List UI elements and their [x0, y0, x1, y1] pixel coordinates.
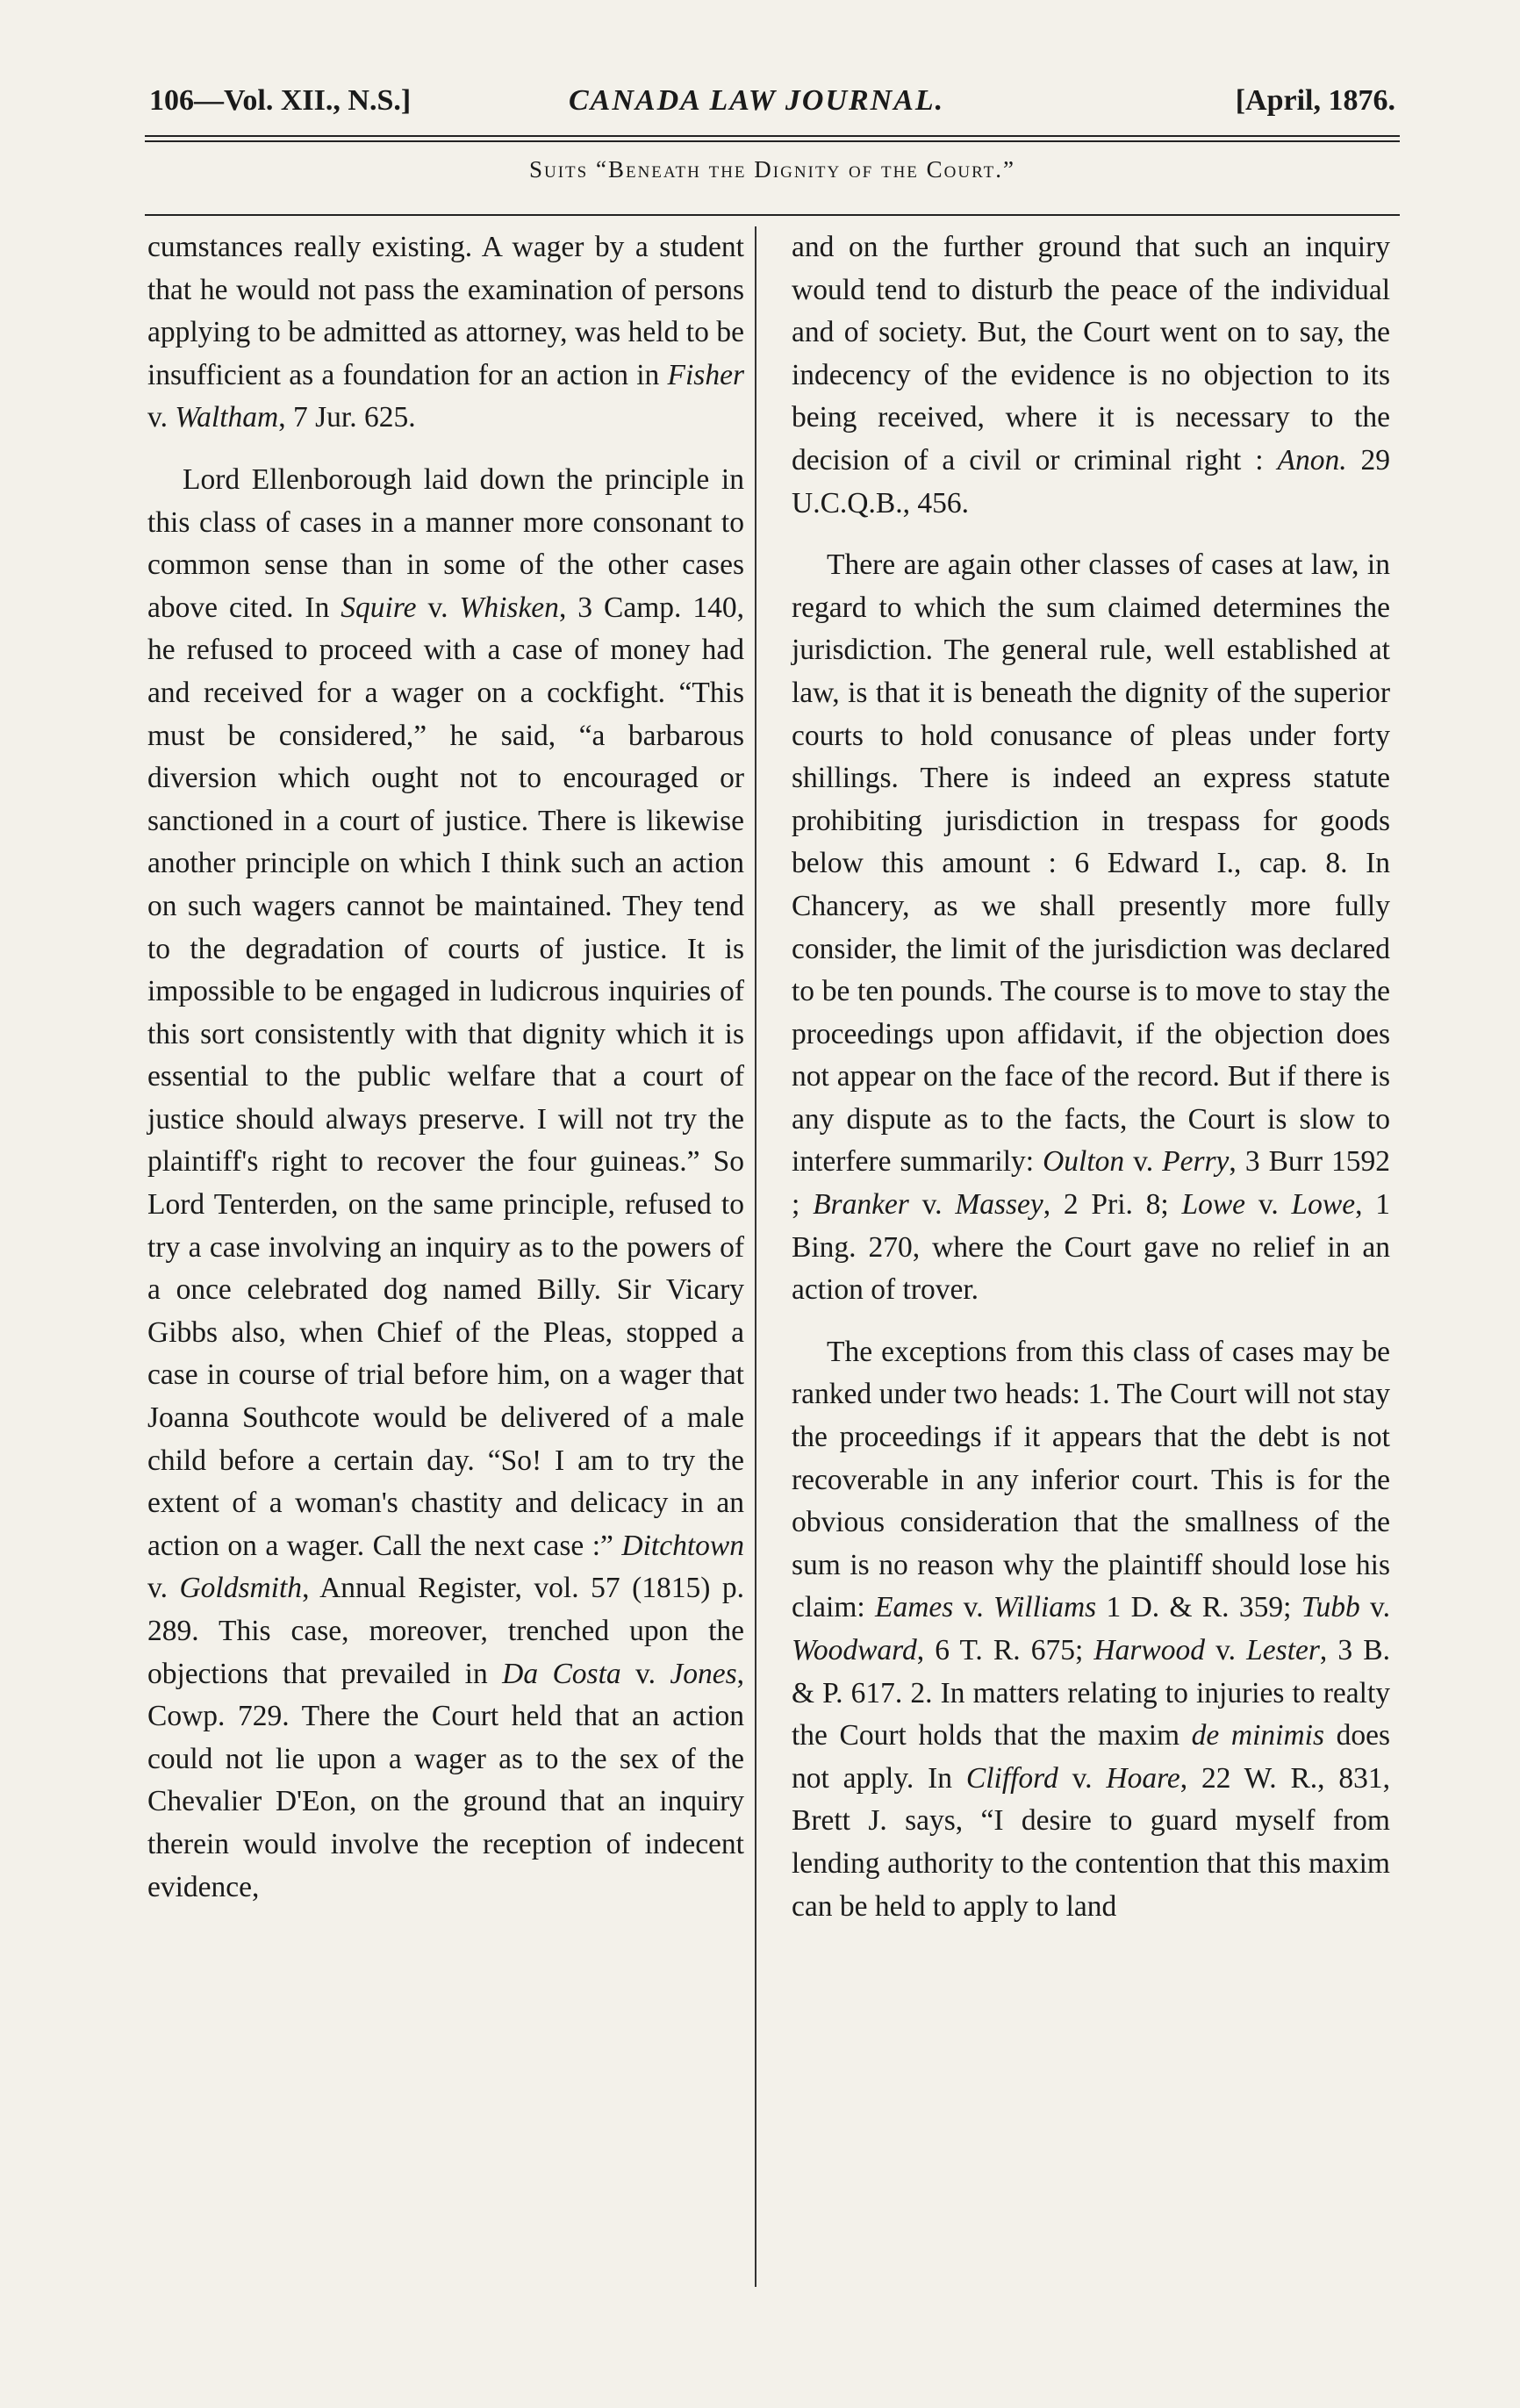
paragraph: and on the further ground that such an inquiry would tend to disturb the peace of the individual and of society. But, the Court went on to say, the indecency of the evidence is no objection to its being received, where it is necessary to the decision of a civil or criminal right : Anon. 29 U.C.Q.B., 456. — [792, 231, 1391, 520]
case-name: Perry — [1162, 1145, 1230, 1179]
case-name: Anon. — [1277, 443, 1347, 477]
case-name: Williams — [993, 1591, 1097, 1624]
case-name: Lowe — [1291, 1188, 1356, 1222]
case-name: Eames — [875, 1591, 954, 1624]
article-title: Suits “Beneath the Dignity of the Court.” — [528, 156, 1015, 183]
case-name: Da Costa — [502, 1657, 621, 1690]
case-name: Jones — [670, 1657, 737, 1690]
running-header — [149, 84, 1395, 128]
case-name: Lester — [1246, 1634, 1320, 1666]
case-name: Woodward — [792, 1634, 917, 1666]
header-rule-bottom — [145, 140, 1400, 142]
case-name: Massey — [955, 1188, 1043, 1222]
header-rule-top — [145, 135, 1400, 137]
case-name: Tubb — [1301, 1591, 1360, 1624]
maxim: de minimis — [1191, 1719, 1324, 1752]
paragraph: Lord Ellenborough laid down the principle in this class of cases in a manner more consonant to common sense than in some of the other cases above cited. In Squire v. Whisken, 3 Camp. 140, he refused to proceed with a case of money had and received for a wager on a cockfight. “This must be considered,” he said, “a barbarous diversion which ought not to encouraged or sanctioned in a court of justice. There is likewise another principle on which I think such an action on such wagers cannot be maintained. They tend to the degradation of courts of justice. It is impossible to be engaged in ludicrous inquiries of this sort consistently with that dignity which it is essential to the public welfare that a court of justice should always preserve. I will not try the plaintiff's right to recover the four guineas.” So Lord Tenterden, on the same principle, refused to try a case involving an inquiry as to the powers of a once celebrated dog named Billy. Sir Vicary Gibbs also, when Chief of the Pleas, stopped a case in course of trial before him, on a wager that Joanna Southcote would be delivered of a male child before a certain day. “So! I am to try the extent of a woman's chastity and delicacy in an action on a wager. Call the next case :” Ditchtown v. Goldsmith, Annual Register, vol. 57 (1815) p. 289. This case, moreover, trenched upon the objections that prevailed in Da Costa v. Jones, Cowp. 729. There the Court held that an action could not lie upon a wager as to the sex of the Chevalier D'Eon, on the ground that an inquiry therein would involve the reception of indecent evidence, — [147, 462, 745, 1903]
right-column — [792, 226, 1390, 1928]
case-name: Ditchtown — [621, 1529, 744, 1562]
case-name: Whisken — [459, 591, 559, 624]
case-name: Clifford — [965, 1761, 1058, 1795]
subheader-rule — [145, 214, 1400, 216]
case-name: Squire — [341, 591, 417, 624]
paragraph: cumstances really existing. A wager by a student that he would not pass the examination of persons applying to be admitted as attorney, was held to be insufficient as a foundation for an action in Fisher v. Waltham, 7 Jur. 625. — [147, 231, 744, 434]
case-name: Lowe — [1181, 1188, 1246, 1222]
journal-title: CANADA LAW JOURNAL. — [569, 84, 945, 117]
volume-info: 106—Vol. XII., N.S.] — [149, 84, 412, 117]
case-name: Harwood — [1093, 1634, 1205, 1666]
column-divider — [755, 226, 756, 2287]
case-name: Oulton — [1043, 1145, 1125, 1179]
case-name: Goldsmith — [179, 1572, 303, 1605]
case-name: Waltham — [175, 401, 279, 434]
case-name: Branker — [813, 1188, 909, 1222]
paragraph: There are again other classes of cases at law, in regard to which the sum claimed determines the jurisdiction. The general rule, well established at law, is that it is beneath the dignity of the superior courts to hold conusance of pleas under forty shillings. There is indeed an express statute prohibiting jurisdiction in trespass for goods below this amount : 6 Edward I., cap. 8. In Chancery, as we shall presently more fully consider, the limit of the jurisdiction was declared to be ten pounds. The course is to move to stay the proceedings upon affidavit, if the objection does not appear on the face of the record. But if there is any dispute as to the facts, the Court is slow to interfere summarily: Oulton v. Perry, 3 Burr 1592 ; Branker v. Massey, 2 Pri. 8; Lowe v. Lowe, 1 Bing. 270, where the Court gave no relief in an action of trover. — [792, 548, 1391, 1307]
issue-date: [April, 1876. — [1235, 84, 1395, 117]
paragraph: The exceptions from this class of cases may be ranked under two heads: 1. The Court will not stay the proceedings if it appears that the debt is not recoverable in any inferior court. This is for the obvious consideration that the smallness of the sum is no reason why the plaintiff should lose his claim: Eames v. Williams 1 D. & R. 359; Tubb v. Woodward, 6 T. R. 675; Harwood v. Lester, 3 B. & P. 617. 2. In matters relating to injuries to realty the Court holds that the maxim de minimis does not apply. In Clifford v. Hoare, 22 W. R., 831, Brett J. says, “I desire to guard myself from lending authority to the contention that this maxim can be held to apply to land — [792, 1335, 1391, 1923]
case-name: Fisher — [667, 358, 744, 391]
left-column — [147, 226, 744, 1909]
case-name: Hoare — [1106, 1761, 1180, 1795]
